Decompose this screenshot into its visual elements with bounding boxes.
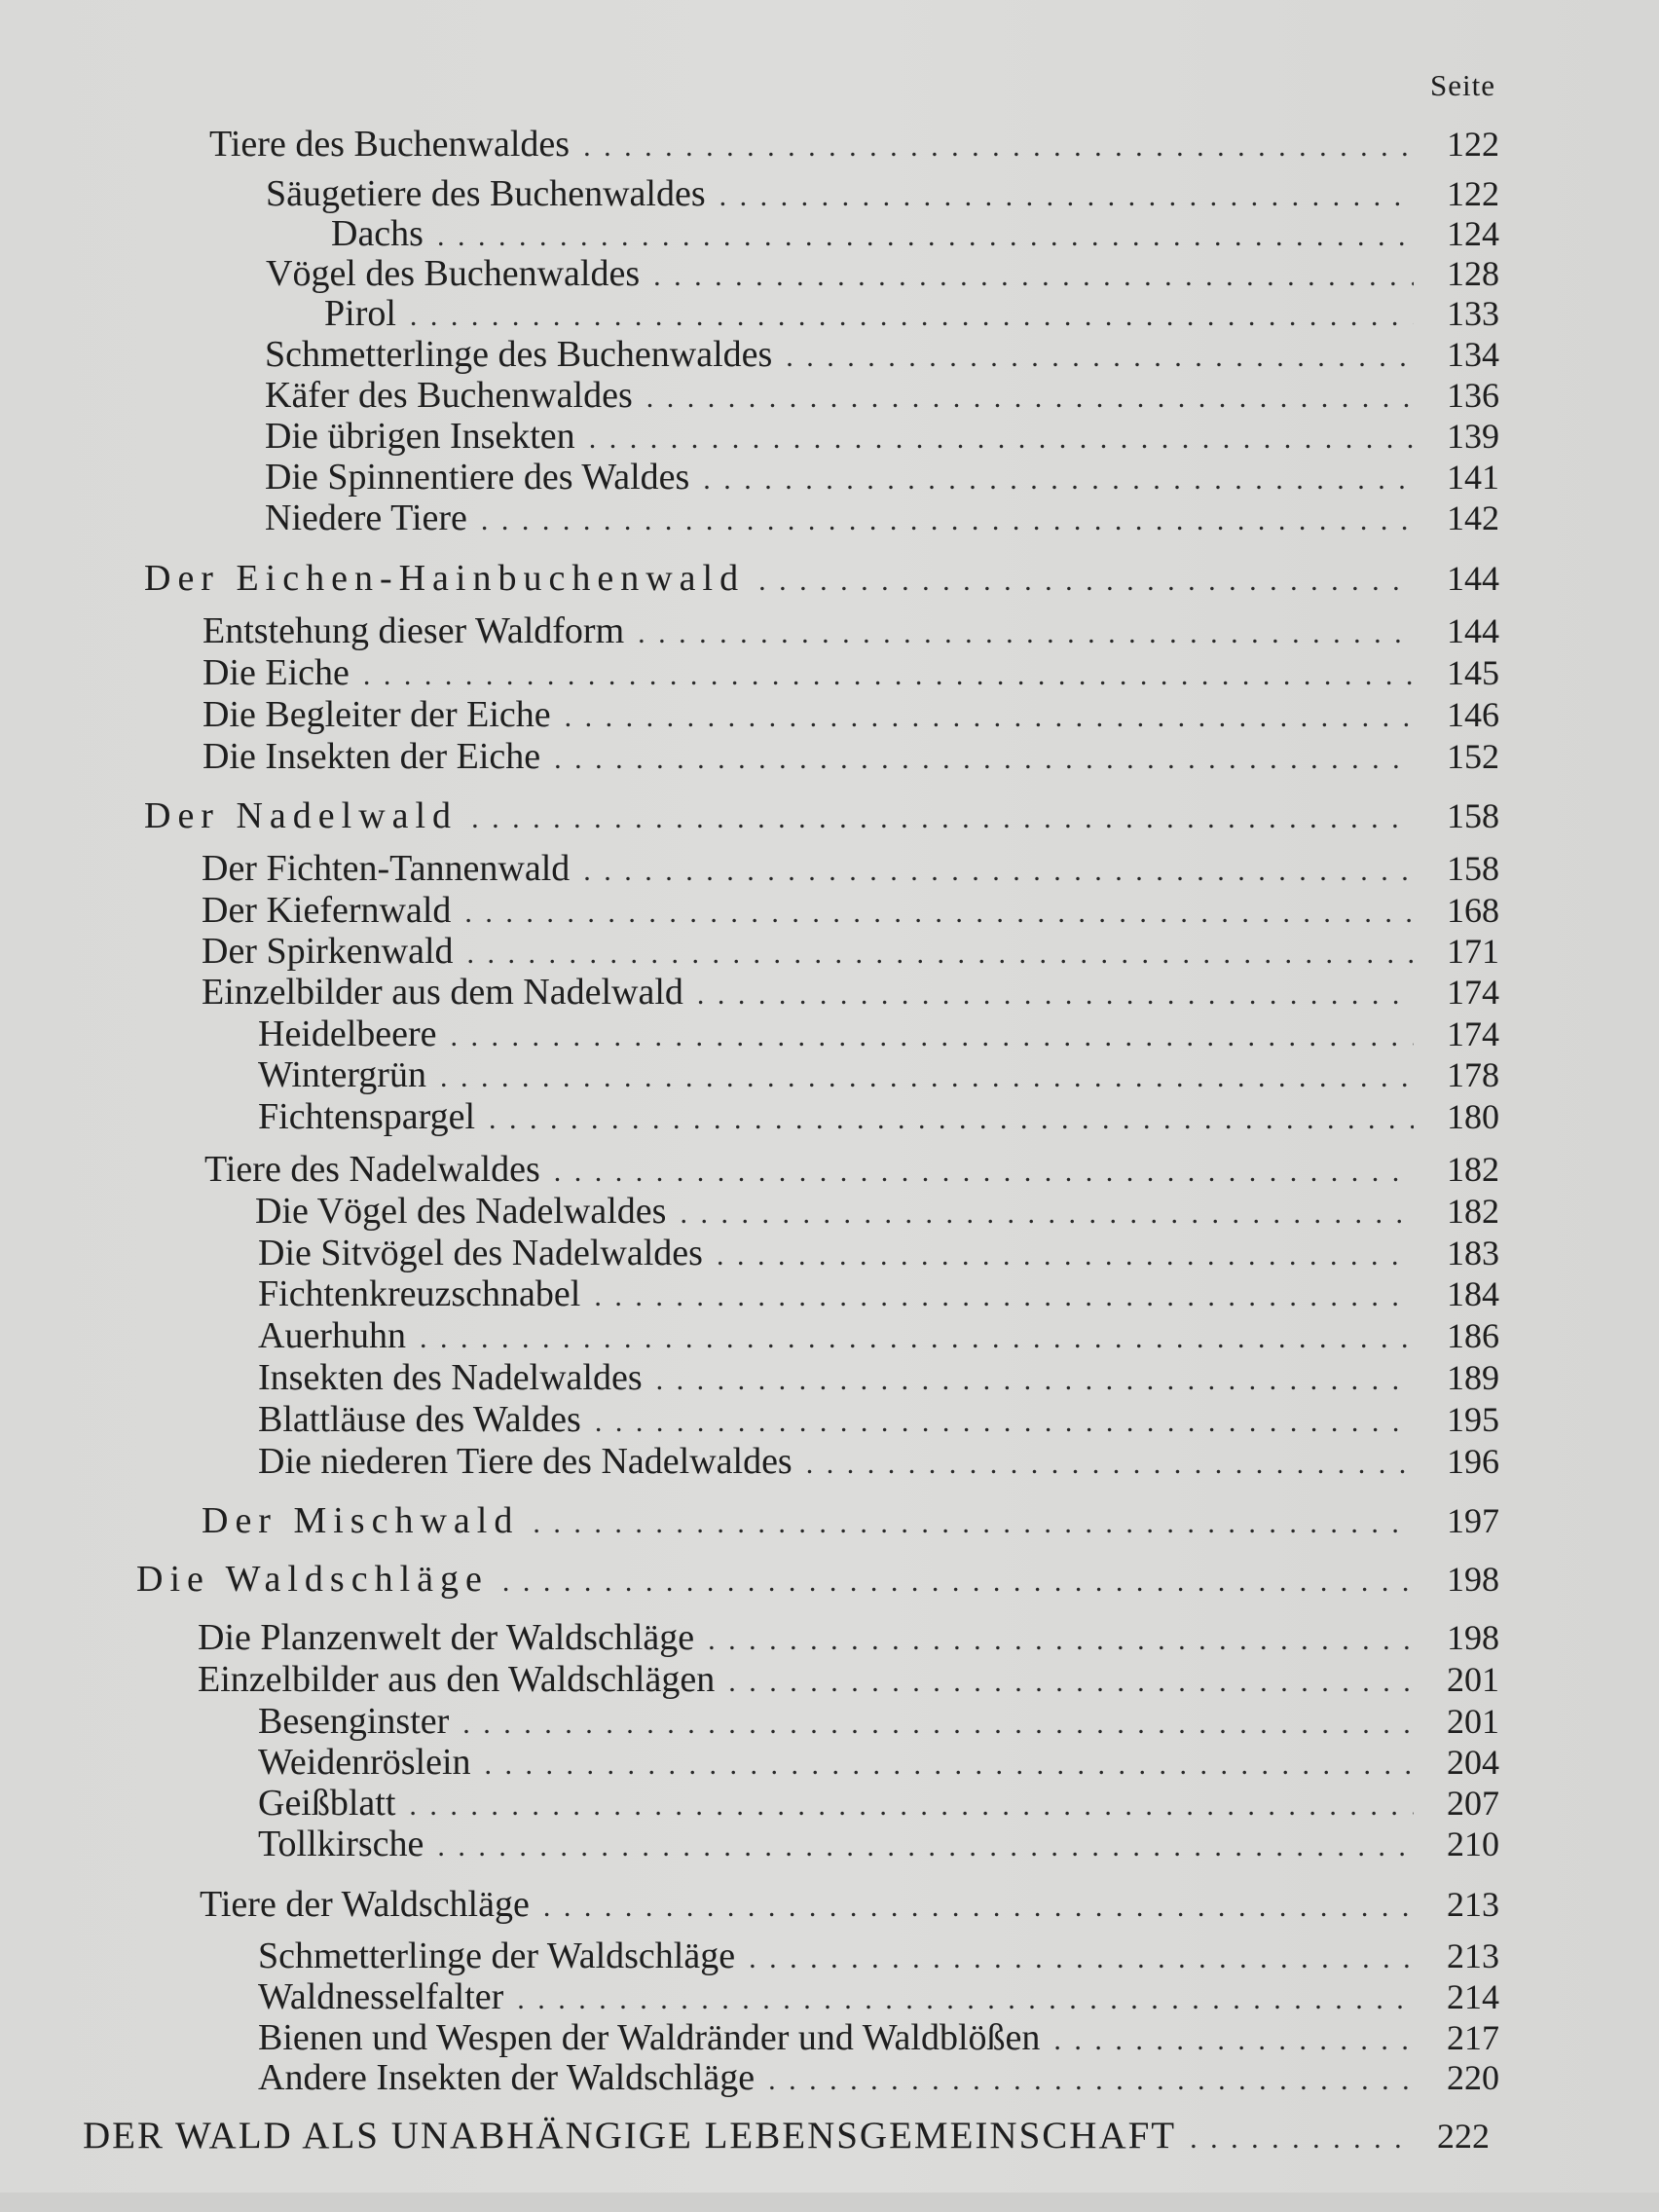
toc-entry-title: Dachs: [331, 213, 424, 254]
toc-entry: [258, 1700, 1499, 1743]
toc-entry: [203, 735, 1499, 778]
toc-entry: [258, 1053, 1499, 1096]
leader-dots: [768, 2059, 1414, 2102]
toc-entry-title: Heidelbeere: [258, 1014, 437, 1054]
toc-entry-title: Die Planzenwelt der Waldschläge: [198, 1617, 695, 1658]
toc-entry: [258, 1272, 1499, 1315]
toc-entry: [331, 212, 1499, 255]
leader-dots: [464, 892, 1414, 935]
toc-entry-page: 213: [1447, 1936, 1499, 1975]
toc-entry-page: 186: [1447, 1316, 1499, 1355]
toc-entry: [265, 456, 1499, 498]
leader-dots: [410, 295, 1414, 338]
toc-entry-title: Auerhuhn: [258, 1315, 406, 1356]
toc-entry: [266, 172, 1499, 215]
toc-entry-title: Andere Insekten der Waldschläge: [258, 2057, 756, 2098]
toc-section: [144, 794, 1499, 837]
toc-entry-page: 204: [1447, 1743, 1499, 1782]
toc-entry-title: Einzelbilder aus dem Nadelwald: [202, 972, 683, 1013]
leader-dots: [589, 418, 1414, 461]
toc-entry-page: 139: [1447, 417, 1499, 456]
leader-dots: [485, 1744, 1414, 1787]
toc-entry: [258, 1232, 1499, 1274]
leader-dots: [437, 1825, 1414, 1868]
leader-dots: [481, 499, 1414, 542]
toc-entry-page: 124: [1447, 214, 1499, 253]
leader-dots: [420, 1317, 1414, 1360]
toc-entry-page: 133: [1447, 294, 1499, 333]
leader-dots: [554, 1151, 1414, 1194]
toc-entry: [265, 415, 1499, 458]
toc-entry: [258, 1314, 1499, 1357]
toc-chapter: [83, 2115, 1490, 2157]
leader-dots: [583, 850, 1414, 893]
toc-entry: [204, 1148, 1499, 1191]
toc-entry: [202, 930, 1499, 973]
toc-entry-page: 141: [1447, 458, 1499, 497]
leader-dots: [717, 1235, 1414, 1277]
toc-entry-title: Geißblatt: [258, 1783, 396, 1824]
toc-entry-page: 183: [1447, 1234, 1499, 1272]
leader-dots: [451, 1015, 1414, 1058]
toc-section-title: Der Eichen-Hainbuchenwald: [144, 558, 746, 599]
toc-entry-page: 142: [1447, 498, 1499, 537]
toc-entry: [258, 1823, 1499, 1865]
toc-entry-page: 189: [1447, 1358, 1499, 1397]
toc-entry-page: 201: [1447, 1660, 1499, 1699]
toc-entry-page: 220: [1447, 2058, 1499, 2097]
toc-entry-title: Die Eiche: [203, 652, 350, 693]
leader-dots: [565, 696, 1414, 739]
toc-entry-title: Waldnesselfalter: [258, 1976, 504, 2017]
toc-entry: [265, 333, 1499, 376]
leader-dots: [363, 654, 1414, 697]
toc-entry: [265, 374, 1499, 417]
toc-entry-title: Besenginster: [258, 1701, 450, 1742]
leader-dots: [462, 1703, 1414, 1746]
toc-chapter-title: DER WALD ALS UNABHÄNGIGE LEBENSGEMEINSCHAFT: [83, 2115, 1177, 2157]
toc-section-title: Der Mischwald: [202, 1500, 520, 1541]
leader-dots: [786, 336, 1414, 379]
toc-entry: [203, 609, 1499, 652]
toc-entry-title: Fichtenkreuzschnabel: [258, 1273, 581, 1314]
toc-entry-page: 122: [1447, 125, 1499, 164]
leader-dots: [703, 459, 1414, 501]
leader-dots: [638, 612, 1414, 655]
toc-entry-page: 213: [1447, 1885, 1499, 1924]
page-column-heading: Seite: [1430, 68, 1495, 102]
toc-entry: [324, 292, 1499, 335]
toc-entry-title: Die übrigen Insekten: [265, 416, 575, 457]
toc-entry-title: Bienen und Wespen der Waldränder und Waldblößen: [258, 2017, 1041, 2058]
leader-dots: [467, 933, 1414, 976]
toc-entry-page: 122: [1447, 174, 1499, 213]
toc-entry-page: 174: [1447, 973, 1499, 1012]
toc-entry: [203, 693, 1499, 736]
toc-entry-page: 128: [1447, 254, 1499, 293]
toc-entry: [258, 1398, 1499, 1441]
toc-entry: [265, 497, 1499, 539]
toc-entry: [258, 1356, 1499, 1399]
toc-entry: [258, 1440, 1499, 1483]
toc-entry-title: Einzelbilder aus den Waldschlägen: [198, 1659, 716, 1700]
toc-entry: [258, 1013, 1499, 1055]
toc-entry-title: Tiere der Waldschläge: [200, 1884, 530, 1925]
toc-section-title: Der Nadelwald: [144, 795, 459, 836]
toc-section-title: Die Waldschläge: [136, 1559, 489, 1600]
toc-entry-title: Die Insekten der Eiche: [203, 736, 541, 777]
toc-entry-page: 144: [1447, 611, 1499, 650]
toc-entry: [202, 971, 1499, 1014]
toc-entry: [266, 252, 1499, 295]
toc-entry-title: Niedere Tiere: [265, 498, 467, 538]
toc-entry: [258, 1741, 1499, 1784]
toc-entry-page: 182: [1447, 1192, 1499, 1231]
toc-entry-page: 210: [1447, 1825, 1499, 1863]
toc-entry-title: Die Spinnentiere des Waldes: [265, 457, 690, 498]
toc-entry-title: Insekten des Nadelwaldes: [258, 1357, 643, 1398]
leader-dots: [502, 1561, 1414, 1604]
toc-entry-page: 184: [1447, 1274, 1499, 1313]
toc-entry-page: 174: [1447, 1014, 1499, 1053]
toc-entry-title: Blattläuse des Waldes: [258, 1399, 581, 1440]
toc-entry: [258, 1975, 1499, 2018]
leader-dots: [708, 1619, 1414, 1662]
leader-dots: [554, 738, 1414, 781]
leader-dots: [758, 560, 1414, 603]
leader-dots: [471, 797, 1414, 840]
toc-entry-page: 196: [1447, 1442, 1499, 1481]
leader-dots: [517, 1978, 1414, 2021]
toc-entry-page: 158: [1447, 849, 1499, 888]
toc-entry: [209, 123, 1499, 166]
toc-entry-page: 168: [1447, 891, 1499, 930]
leader-dots: [806, 1443, 1414, 1486]
toc-entry-page: 222: [1437, 2117, 1490, 2156]
toc-entry-page: 146: [1447, 695, 1499, 734]
toc-entry: [202, 889, 1499, 932]
leader-dots: [697, 974, 1414, 1016]
toc-entry-page: 145: [1447, 653, 1499, 692]
toc-entry-title: Fichtenspargel: [258, 1096, 476, 1137]
toc-entry-title: Die Sitvögel des Nadelwaldes: [258, 1233, 703, 1273]
toc-entry: [258, 2016, 1499, 2059]
toc-entry-title: Tiere des Nadelwaldes: [204, 1149, 540, 1190]
toc-entry-page: 178: [1447, 1055, 1499, 1094]
toc-entry-title: Tiere des Buchenwaldes: [209, 124, 571, 165]
toc-entry-title: Schmetterlinge der Waldschläge: [258, 1936, 736, 1976]
toc-entry-page: 171: [1447, 932, 1499, 971]
toc-entry-title: Der Fichten-Tannenwald: [202, 848, 571, 889]
toc-entry-page: 182: [1447, 1150, 1499, 1189]
toc-entry: [258, 1782, 1499, 1825]
leader-dots: [728, 1661, 1414, 1704]
leader-dots: [1190, 2118, 1404, 2160]
toc-entry-title: Tollkirsche: [258, 1824, 424, 1864]
toc-entry-title: Säugetiere des Buchenwaldes: [266, 173, 706, 214]
toc-entry-page: 198: [1447, 1560, 1499, 1599]
toc-entry-title: Der Kiefernwald: [202, 890, 452, 931]
toc-entry: [200, 1883, 1499, 1926]
leader-dots: [680, 1193, 1414, 1235]
toc-entry-page: 180: [1447, 1097, 1499, 1136]
leader-dots: [595, 1401, 1414, 1444]
toc-entry-title: Die niederen Tiere des Nadelwaldes: [258, 1441, 793, 1482]
leader-dots: [440, 1056, 1414, 1099]
leader-dots: [489, 1098, 1414, 1141]
toc-entry-page: 144: [1447, 559, 1499, 598]
toc-entry-title: Die Begleiter der Eiche: [203, 694, 551, 735]
toc-entry-page: 197: [1447, 1501, 1499, 1540]
toc-entry: [202, 847, 1499, 890]
toc-entry-page: 201: [1447, 1702, 1499, 1741]
toc-entry-title: Vögel des Buchenwaldes: [266, 253, 641, 294]
toc-entry-page: 217: [1447, 2018, 1499, 2057]
leader-dots: [646, 377, 1414, 420]
toc-entry-page: 214: [1447, 1977, 1499, 2016]
toc-entry: [198, 1616, 1499, 1659]
toc-entry-title: Pirol: [324, 293, 396, 334]
toc-section: [144, 557, 1499, 600]
toc-section: [202, 1499, 1499, 1542]
toc-entry: [258, 1095, 1499, 1138]
toc-entry-title: Wintergrün: [258, 1054, 426, 1095]
toc-entry: [255, 1190, 1499, 1233]
leader-dots: [656, 1359, 1414, 1402]
toc-entry-page: 198: [1447, 1618, 1499, 1657]
toc-entry-title: Der Spirkenwald: [202, 931, 454, 972]
leader-dots: [594, 1275, 1414, 1318]
toc-entry-page: 136: [1447, 376, 1499, 415]
leader-dots: [749, 1937, 1414, 1980]
page-bottom-edge: [0, 2193, 1659, 2212]
leader-dots: [583, 126, 1414, 168]
toc-entry: [203, 651, 1499, 694]
toc-entry-title: Weidenröslein: [258, 1742, 471, 1783]
toc-entry-page: 158: [1447, 796, 1499, 835]
toc-entry-title: Käfer des Buchenwaldes: [265, 375, 633, 416]
toc-entry-page: 207: [1447, 1784, 1499, 1823]
toc-entry-page: 134: [1447, 335, 1499, 374]
toc-section: [136, 1558, 1499, 1601]
toc-entry-title: Schmetterlinge des Buchenwaldes: [265, 334, 773, 375]
toc-entry-page: 195: [1447, 1400, 1499, 1439]
toc-entry: [258, 1935, 1499, 1977]
toc-entry-title: Entstehung dieser Waldform: [203, 610, 625, 651]
toc-entry: [258, 2056, 1499, 2099]
toc-entry: [198, 1658, 1499, 1701]
leader-dots: [533, 1502, 1414, 1545]
leader-dots: [409, 1785, 1414, 1827]
leader-dots: [543, 1886, 1414, 1929]
toc-entry-page: 152: [1447, 737, 1499, 776]
toc-entry-title: Die Vögel des Nadelwaldes: [255, 1191, 667, 1232]
